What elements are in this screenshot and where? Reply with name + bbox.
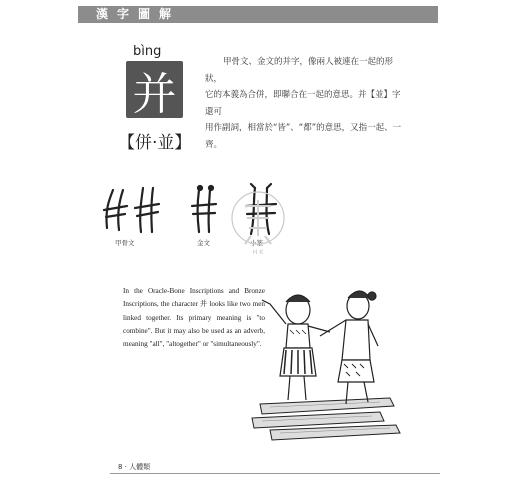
seal-label: 小篆: [250, 239, 263, 247]
chinese-description: [205, 54, 405, 153]
footer-rule: [110, 473, 440, 474]
page-footer: 8 · 人體類: [118, 463, 151, 471]
english-description: In the Oracle-Bone Inscriptions and Bronze Inscriptions, the character 并 looks like two men linked together. Its primary meaning is "to combine". But it may also be used as an adverb, meaning "all", "altogether" or "simultaneously".: [123, 287, 265, 349]
two-people-illustration: [250, 280, 410, 450]
zh-line: 用作副詞，相當於“皆”、“都”的意思，又指一起、一齊。: [205, 123, 402, 150]
variant-characters: 【併·並】: [118, 133, 192, 153]
watermark-stamp: [227, 188, 289, 260]
header-title: 漢字圖解: [96, 7, 181, 21]
stamp-letters: H K: [252, 249, 264, 256]
zh-line: 甲骨文、金文的并字，像兩人被連在一起的形狀，: [205, 57, 394, 84]
bronze-label: 金文: [197, 239, 210, 247]
right-person-icon: [320, 291, 378, 404]
header-bar: [78, 6, 438, 23]
zh-line: 它的本義為合併，即聯合在一起的意思。并【並】字還可: [205, 90, 401, 117]
oracle-bone-label: 甲骨文: [115, 239, 135, 247]
pinyin: bìng: [133, 44, 162, 59]
left-person-icon: [262, 295, 330, 400]
main-character: 并: [126, 61, 183, 118]
